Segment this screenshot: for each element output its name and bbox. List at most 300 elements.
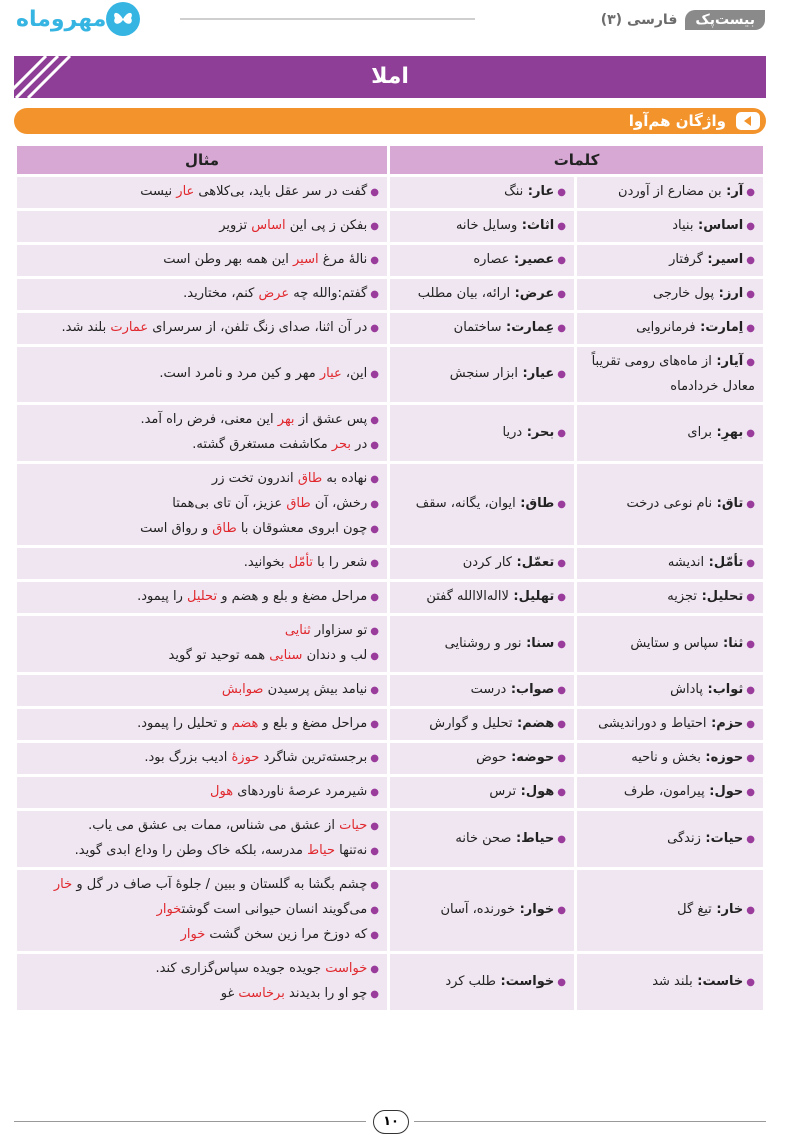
bullet-icon: ● <box>370 989 379 1000</box>
headword: حیاط: <box>511 830 555 846</box>
headword: طاق: <box>515 496 555 511</box>
bullet-icon: ● <box>746 833 755 845</box>
word-cell <box>577 464 763 545</box>
text-segment: تزویر <box>219 218 252 233</box>
example-line <box>25 712 379 737</box>
bullet-icon: ● <box>370 323 379 334</box>
text-segment: پول خارجی <box>653 286 715 301</box>
text-segment: این معنی، فرض راه آمد. <box>140 412 278 427</box>
text-segment: شعر را با <box>313 555 368 570</box>
text-segment: بخش و ناحیه <box>631 750 701 765</box>
word-cell <box>577 870 763 951</box>
text-segment: این همه بهر وطن است <box>163 252 293 267</box>
text-segment: بن مضارع از آوردن <box>618 184 722 199</box>
text-segment: همه توحید تو گوید <box>168 648 270 663</box>
text-segment: رخش، آن <box>310 496 368 511</box>
header-divider <box>180 18 475 20</box>
highlighted-word: بحر <box>331 437 352 452</box>
homophone-cell <box>390 811 574 867</box>
text-segment: درست <box>470 682 507 697</box>
text-segment: از ماه‌های رومی تقریباً معادل خردادماه <box>591 354 755 394</box>
table-row <box>17 279 763 310</box>
table-row <box>17 347 763 402</box>
bullet-icon: ● <box>746 905 755 916</box>
headword: حیات: <box>700 830 744 846</box>
text-segment: بخوانید. <box>243 555 289 570</box>
publisher-logo <box>12 2 140 36</box>
bullet-icon: ● <box>746 323 755 334</box>
homophone-cell <box>390 245 574 276</box>
headword: حزم: <box>706 716 744 731</box>
bullet-icon: ● <box>557 905 566 916</box>
bullet-icon: ● <box>557 558 566 569</box>
text-segment: بفکن ز پی این <box>285 218 368 233</box>
homophone-cell <box>390 211 574 242</box>
text-segment: حوض <box>476 750 507 765</box>
bullet-icon: ● <box>557 255 566 266</box>
table-row <box>17 811 763 867</box>
text-segment: از عشق می شناس، ممات بی عشق می یاب. <box>88 818 340 833</box>
example-cell <box>17 279 387 310</box>
bullet-icon: ● <box>370 289 379 300</box>
text-segment: خورنده، آسان <box>440 902 516 917</box>
bullet-icon: ● <box>746 255 755 266</box>
text-segment: تجزیه <box>667 589 698 604</box>
text-segment: برای <box>687 424 712 440</box>
bullet-icon: ● <box>557 499 566 510</box>
bullet-icon: ● <box>746 976 755 988</box>
butterfly-icon <box>106 2 140 36</box>
homophone-cell <box>390 743 574 774</box>
text-segment: نیامد بیش پرسیدن <box>263 682 368 697</box>
column-header-example: مثال <box>17 146 387 174</box>
text-segment: صحن خانه <box>455 830 512 846</box>
highlighted-word: طاق <box>297 471 323 486</box>
headword: حوزه: <box>700 750 744 765</box>
chapter-title: املا <box>371 64 409 89</box>
bullet-icon: ● <box>746 187 755 198</box>
homophones-table <box>14 143 766 1013</box>
example-cell <box>17 347 387 402</box>
bullet-icon: ● <box>370 440 379 451</box>
bullet-icon: ● <box>370 626 379 637</box>
book-badge: بیست‌پک <box>685 10 765 30</box>
bullet-icon: ● <box>746 787 755 798</box>
text-segment: را پیمود. <box>137 589 187 604</box>
text-segment: بلند شد. <box>61 320 111 335</box>
text-segment: ترس <box>489 784 517 799</box>
highlighted-word: سنایی <box>269 648 303 663</box>
headword: عِمارت: <box>501 320 555 335</box>
example-cell <box>17 211 387 242</box>
headword: حوضه: <box>506 750 555 765</box>
headword: بحر: <box>522 424 555 440</box>
example-line <box>25 180 379 205</box>
example-cell <box>17 405 387 461</box>
text-segment: نهاده به <box>322 471 368 486</box>
homophone-cell <box>390 464 574 545</box>
highlighted-word: طاق <box>286 496 311 511</box>
example-line <box>25 282 379 307</box>
highlighted-word: خار <box>53 877 73 892</box>
headword: عصیر: <box>509 252 555 267</box>
bullet-icon: ● <box>746 289 755 300</box>
text-segment: ارائه، بیان مطلب <box>417 286 511 301</box>
headword: بهرِ: <box>711 424 744 440</box>
bullet-icon: ● <box>557 187 566 198</box>
section-header <box>14 108 766 134</box>
bullet-icon: ● <box>370 964 379 975</box>
highlighted-word: برخاست <box>238 986 285 1001</box>
word-cell <box>577 313 763 344</box>
table-row <box>17 548 763 579</box>
bullet-icon: ● <box>746 499 755 510</box>
example-line <box>25 678 379 703</box>
highlighted-word: عار <box>176 184 195 199</box>
highlighted-word: هول <box>210 784 234 799</box>
text-segment: اندیشه <box>667 555 705 570</box>
bullet-icon: ● <box>370 821 379 832</box>
example-line <box>25 551 379 576</box>
bullet-icon: ● <box>746 558 755 569</box>
homophone-cell <box>390 347 574 402</box>
footer-line-right <box>414 1121 766 1122</box>
highlighted-word: عیار <box>319 366 342 381</box>
headword: اسیر: <box>702 252 744 267</box>
homophone-cell <box>390 279 574 310</box>
word-cell <box>577 211 763 242</box>
headword: ثنا: <box>718 635 744 651</box>
text-segment: و رواق است <box>140 521 213 536</box>
footer-line-left <box>14 1121 366 1122</box>
example-line <box>25 746 379 771</box>
headword: اساس: <box>693 218 744 233</box>
text-segment: برجسته‌ترین شاگرد <box>259 750 368 765</box>
text-segment: دریا <box>502 424 523 440</box>
bullet-icon: ● <box>370 930 379 941</box>
table-row <box>17 313 763 344</box>
headword: ارز: <box>714 286 744 301</box>
text-segment: شیرمرد عرصهٔ ناوردهای <box>233 784 368 799</box>
bullet-icon: ● <box>557 787 566 798</box>
column-header-words: کلمات <box>390 146 763 174</box>
bullet-icon: ● <box>557 976 566 988</box>
table-row <box>17 245 763 276</box>
bullet-icon: ● <box>370 221 379 232</box>
text-segment: وسایل خانه <box>455 218 518 233</box>
example-line <box>25 780 379 805</box>
bullet-icon: ● <box>557 427 566 439</box>
bullet-icon: ● <box>370 187 379 198</box>
highlighted-word: تحلیل <box>186 589 218 604</box>
chapter-banner <box>14 56 766 98</box>
homophone-cell <box>390 177 574 208</box>
text-segment: غو <box>220 986 239 1001</box>
headword: ثواب: <box>702 682 744 697</box>
text-segment: پاداش <box>670 682 703 697</box>
text-segment: زندگی <box>667 830 701 846</box>
text-segment: عصاره <box>473 252 510 267</box>
example-cell <box>17 811 387 867</box>
headword: اِمارت: <box>695 320 744 335</box>
bullet-icon: ● <box>557 323 566 334</box>
word-cell <box>577 777 763 808</box>
word-cell <box>577 743 763 774</box>
example-line <box>25 362 379 387</box>
text-segment: فرمانروایی <box>636 320 696 335</box>
text-segment: کنم، مختارید. <box>183 286 259 301</box>
table-row <box>17 777 763 808</box>
table-row <box>17 616 763 672</box>
headword: خار: <box>711 902 744 917</box>
example-cell <box>17 548 387 579</box>
headword: عار: <box>523 184 555 199</box>
text-segment: احتیاط و دوراندیشی <box>598 716 707 731</box>
bullet-icon: ● <box>746 753 755 764</box>
text-segment: نیست <box>140 184 177 199</box>
highlighted-word: خوار <box>156 902 182 917</box>
bullet-icon: ● <box>557 369 566 380</box>
table-row <box>17 464 763 545</box>
homophone-cell <box>390 709 574 740</box>
bullet-icon: ● <box>370 846 379 857</box>
homophone-cell <box>390 616 574 672</box>
bullet-icon: ● <box>746 221 755 232</box>
bullet-icon: ● <box>557 221 566 232</box>
bullet-icon: ● <box>370 558 379 569</box>
example-line <box>25 408 379 433</box>
word-cell <box>577 582 763 613</box>
example-cell <box>17 177 387 208</box>
homophone-cell <box>390 870 574 951</box>
bullet-icon: ● <box>557 753 566 764</box>
bullet-icon: ● <box>746 592 755 603</box>
headword: تعمّل: <box>512 555 555 570</box>
bullet-icon: ● <box>370 369 379 380</box>
bullet-icon: ● <box>370 415 379 426</box>
text-segment: ابزار سنجش <box>449 366 518 381</box>
example-line <box>25 316 379 341</box>
example-line <box>25 839 379 864</box>
text-segment: مراحل مضغ و بلع و هضم و <box>217 589 368 604</box>
word-cell <box>577 709 763 740</box>
word-cell <box>577 616 763 672</box>
example-cell <box>17 870 387 951</box>
bullet-icon: ● <box>557 592 566 603</box>
text-segment: این، <box>341 366 368 381</box>
example-line <box>25 517 379 542</box>
highlighted-word: خواست <box>325 961 368 976</box>
bullet-icon: ● <box>557 719 566 730</box>
bullet-icon: ● <box>370 255 379 266</box>
text-segment: نالهٔ مرغ <box>318 252 368 267</box>
highlighted-word: اساس <box>251 218 286 233</box>
text-segment: و تحلیل را پیمود. <box>137 716 232 731</box>
page-number: ۱۰ <box>373 1110 409 1134</box>
bullet-icon: ● <box>370 651 379 662</box>
text-segment: نام نوعی درخت <box>626 496 713 511</box>
table-row <box>17 743 763 774</box>
text-segment: نه‌تنها <box>335 843 368 858</box>
bullet-icon: ● <box>746 719 755 730</box>
bullet-icon: ● <box>557 685 566 696</box>
highlighted-word: اسیر <box>292 252 319 267</box>
example-cell <box>17 582 387 613</box>
highlighted-word: خوار <box>180 927 206 942</box>
text-segment: تو سزاوار <box>310 623 368 638</box>
word-cell <box>577 347 763 402</box>
example-line <box>25 467 379 492</box>
bullet-icon: ● <box>370 905 379 916</box>
example-cell <box>17 954 387 1010</box>
headword: عیار: <box>517 366 555 381</box>
table-header-row <box>17 146 763 174</box>
headword: خوار: <box>515 902 555 917</box>
text-segment: ننگ <box>504 184 524 199</box>
word-cell <box>577 954 763 1010</box>
table-row <box>17 211 763 242</box>
text-segment: تیغ گل <box>677 902 712 917</box>
homophone-cell <box>390 777 574 808</box>
headword: آیار: <box>711 354 744 369</box>
highlighted-word: عرض <box>258 286 290 301</box>
text-segment: سپاس و ستایش <box>630 635 719 651</box>
bullet-icon: ● <box>557 833 566 845</box>
homophone-cell <box>390 313 574 344</box>
bullet-icon: ● <box>370 719 379 730</box>
text-segment: ایوان، یگانه، سقف <box>415 496 516 511</box>
text-segment: طلب کرد <box>445 973 497 989</box>
text-segment: جویده جویده سپاس‌گزاری کند. <box>155 961 326 976</box>
page-header <box>0 0 805 40</box>
headword: تاق: <box>712 496 744 511</box>
homophone-cell <box>390 548 574 579</box>
example-line <box>25 248 379 273</box>
table-row <box>17 177 763 208</box>
highlighted-word: ثنایی <box>284 623 311 638</box>
headword: هضم: <box>512 716 555 731</box>
text-segment: در <box>351 437 368 452</box>
text-segment: ساختمان <box>453 320 502 335</box>
word-cell <box>577 548 763 579</box>
table-row <box>17 405 763 461</box>
example-line <box>25 492 379 517</box>
text-segment: پیرامون، طرف <box>623 784 705 799</box>
text-segment: بلند شد <box>652 973 693 989</box>
homophone-cell <box>390 582 574 613</box>
text-segment: گفتم:والله چه <box>289 286 368 301</box>
bullet-icon: ● <box>746 638 755 650</box>
text-segment: می‌گویند انسان حیوانی است گوشت <box>181 902 368 917</box>
highlighted-word: تأمّل <box>288 555 314 570</box>
bullet-icon: ● <box>370 499 379 510</box>
text-segment: مدرسه، بلکه خاک وطن را وداع ابدی گوید. <box>74 843 308 858</box>
bullet-icon: ● <box>370 787 379 798</box>
text-segment: نور و روشنایی <box>444 635 522 651</box>
bullet-icon: ● <box>370 685 379 696</box>
text-segment: در آن اثنا، صدای زنگ تلفن، از سرسرای <box>148 320 368 335</box>
book-subtitle: فارسی (۳) <box>600 12 678 28</box>
highlighted-word: هضم <box>231 716 259 731</box>
bullet-icon: ● <box>370 474 379 485</box>
text-segment: کار کردن <box>462 555 512 570</box>
text-segment: تحلیل و گوارش <box>429 716 513 731</box>
word-cell <box>577 177 763 208</box>
bullet-icon: ● <box>746 427 755 439</box>
word-cell <box>577 245 763 276</box>
example-line <box>25 923 379 948</box>
word-cell <box>577 405 763 461</box>
text-segment: چشم بگشا به گلستان و ببین / جلوهٔ آب صاف در گل و <box>72 877 368 892</box>
homophone-cell <box>390 405 574 461</box>
example-cell <box>17 245 387 276</box>
table-row <box>17 870 763 951</box>
headword: هول: <box>516 784 555 799</box>
highlighted-word: بهر <box>277 412 295 427</box>
headword: صواب: <box>506 682 555 697</box>
example-cell <box>17 709 387 740</box>
text-segment: چون ابروی معشوقان با <box>236 521 368 536</box>
bullet-icon: ● <box>370 753 379 764</box>
highlighted-word: عمارت <box>110 320 149 335</box>
highlighted-word: حوزهٔ <box>231 750 260 765</box>
word-cell <box>577 811 763 867</box>
example-cell <box>17 777 387 808</box>
example-line <box>25 982 379 1007</box>
table-row <box>17 954 763 1010</box>
text-segment: مهر و کین مرد و نامرد است. <box>159 366 320 381</box>
text-segment: لااله‌الاالله گفتن <box>426 589 509 604</box>
table-row <box>17 709 763 740</box>
example-line <box>25 585 379 610</box>
word-cell <box>577 279 763 310</box>
play-arrow-icon <box>736 112 760 130</box>
headword: اثاث: <box>517 218 555 233</box>
headword: آر: <box>721 184 744 199</box>
homophone-cell <box>390 954 574 1010</box>
bullet-icon: ● <box>746 357 755 368</box>
section-title: واژگان هم‌آوا <box>628 112 726 130</box>
example-line <box>25 619 379 644</box>
logo-text: مهروماه <box>16 6 107 32</box>
text-segment: اندرون تخت زر <box>211 471 298 486</box>
headword: تهلیل: <box>508 589 555 604</box>
bullet-icon: ● <box>370 592 379 603</box>
headword: عرض: <box>510 286 555 301</box>
bullet-icon: ● <box>746 685 755 696</box>
highlighted-word: طاق <box>212 521 237 536</box>
example-cell <box>17 616 387 672</box>
text-segment: پس عشق از <box>294 412 368 427</box>
example-cell <box>17 743 387 774</box>
text-segment: مراحل مضغ و بلع و <box>258 716 368 731</box>
example-line <box>25 957 379 982</box>
headword: سنا: <box>521 635 555 651</box>
headword: خاست: <box>692 973 744 989</box>
bullet-icon: ● <box>557 638 566 650</box>
example-cell <box>17 464 387 545</box>
bullet-icon: ● <box>557 289 566 300</box>
text-segment: لب و دندان <box>302 648 368 663</box>
text-segment: ادیب بزرگ بود. <box>144 750 232 765</box>
word-cell <box>577 675 763 706</box>
text-segment: گرفتار <box>669 252 703 267</box>
text-segment: مکاشفت مستغرق گشته. <box>192 437 332 452</box>
bullet-icon: ● <box>370 880 379 891</box>
text-segment: بنیاد <box>672 218 694 233</box>
example-cell <box>17 675 387 706</box>
headword: تحلیل: <box>697 589 744 604</box>
